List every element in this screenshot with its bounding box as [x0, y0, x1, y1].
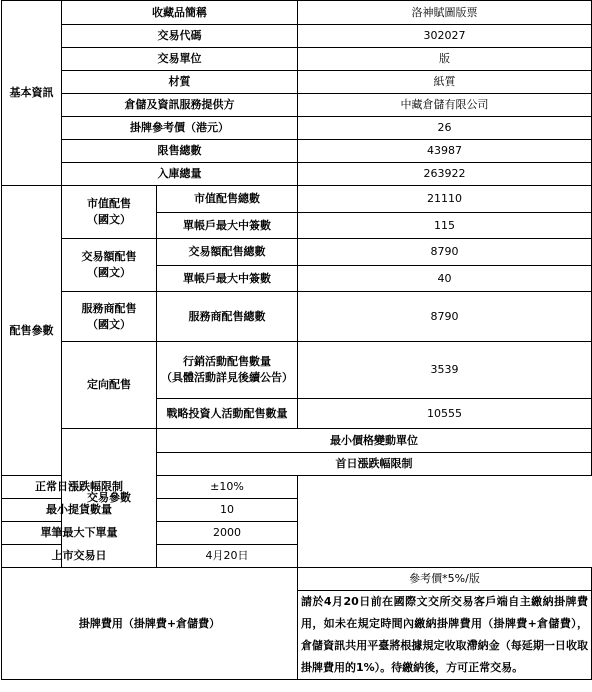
volume-total-label: 交易額配售總數 — [157, 239, 298, 266]
alloc-row-market-total — [2, 186, 592, 213]
listing-fee-label: 掛牌費用（掛牌費+倉儲費） — [2, 568, 298, 680]
restricted-total-label: 限售總數 — [62, 140, 298, 163]
trade-code-value: 302027 — [298, 25, 592, 48]
basic-row-stock — [2, 163, 592, 186]
short-name-value: 洛神賦圖版票 — [298, 1, 592, 25]
max-order-value: 2000 — [157, 522, 298, 545]
volume-max-label: 單帳戶最大中簽數 — [157, 266, 298, 292]
market-total-label: 市值配售總數 — [157, 186, 298, 213]
trade-unit-value: 版 — [298, 48, 592, 71]
trading-section-label: 交易參數 — [62, 429, 157, 568]
basic-row-name — [2, 1, 592, 25]
trade-unit-label: 交易單位 — [62, 48, 298, 71]
market-group-label — [62, 186, 157, 239]
restricted-total-value: 43987 — [298, 140, 592, 163]
allocation-section-label: 配售參數 — [2, 186, 62, 476]
volume-max-value: 40 — [298, 266, 592, 292]
fee-row-rate — [2, 568, 592, 591]
listing-fee-note: 請於4月20日前在國際文交所交易客戶端自主繳納掛牌費用，如未在規定時間內繳納掛牌費用（掛牌費+倉儲費），倉儲資訊共用平臺將根據規定收取滯納金（每延期一日收取掛牌費用的1%）。待繳納後，方可正常交易。 — [298, 591, 592, 680]
trade-row-max-order — [2, 522, 592, 545]
directed-group-label: 定向配售 — [62, 342, 157, 429]
listing-fee-rate: 參考價*5%/版 — [298, 568, 592, 591]
volume-total-value: 8790 — [298, 239, 592, 266]
material-label: 材質 — [62, 71, 298, 94]
provider-label: 倉儲及資訊服務提供方 — [62, 94, 298, 117]
alloc-row-service — [2, 292, 592, 342]
basic-row-price — [2, 117, 592, 140]
basic-row-code — [2, 25, 592, 48]
promo-label — [157, 342, 298, 399]
service-group-title: 服務商配售 — [81, 301, 137, 315]
service-total-value: 8790 — [298, 292, 592, 342]
volume-group-title: 交易額配售 — [81, 250, 137, 263]
trade-code-label: 交易代碼 — [62, 25, 298, 48]
basic-row-material — [2, 71, 592, 94]
volume-group-label — [62, 239, 157, 292]
market-max-value: 115 — [298, 213, 592, 239]
basic-row-unit — [2, 48, 592, 71]
promo-label-line2: （具體活動詳見後續公告） — [161, 371, 293, 384]
reference-price-label: 掛牌參考價（港元） — [62, 117, 298, 140]
stock-total-value: 263922 — [298, 163, 592, 186]
trade-row-listing-day — [2, 545, 592, 568]
trade-row-tick — [2, 429, 592, 453]
provider-value: 中藏倉儲有限公司 — [298, 94, 592, 117]
promo-value: 3539 — [298, 342, 592, 399]
min-delivery-label: 最小提貨數量 — [2, 499, 157, 522]
strategic-value: 10555 — [298, 399, 592, 429]
normal-day-limit-value: ±10% — [157, 476, 298, 499]
max-order-label: 單筆最大下單量 — [2, 522, 157, 545]
min-delivery-value: 10 — [157, 499, 298, 522]
service-group-sub: （國文） — [87, 317, 131, 331]
normal-day-limit-label: 正常日漲跌幅限制 — [2, 476, 157, 499]
trade-row-min-delivery — [2, 499, 592, 522]
short-name-label: 收藏品簡稱 — [62, 1, 298, 25]
service-total-label: 服務商配售總數 — [157, 292, 298, 342]
service-group-label — [62, 292, 157, 342]
listing-day-label: 上市交易日 — [2, 545, 157, 568]
volume-group-sub: （國文） — [87, 266, 131, 279]
material-value: 紙質 — [298, 71, 592, 94]
first-day-limit-label: 首日漲跌幅限制 — [157, 453, 592, 476]
collectible-info-table — [1, 0, 592, 680]
tick-size-label: 最小價格變動單位 — [157, 429, 592, 453]
promo-label-line1: 行銷活動配售數量 — [183, 355, 271, 368]
market-group-sub: （國文） — [87, 213, 131, 226]
stock-total-label: 入庫總量 — [62, 163, 298, 186]
market-total-value: 21110 — [298, 186, 592, 213]
strategic-label: 戰略投資人活動配售數量 — [157, 399, 298, 429]
basic-section-label: 基本資訊 — [2, 1, 62, 186]
reference-price-value: 26 — [298, 117, 592, 140]
basic-row-restricted — [2, 140, 592, 163]
listing-day-value: 4月20日 — [157, 545, 298, 568]
alloc-row-promo — [2, 342, 592, 399]
basic-row-provider — [2, 94, 592, 117]
market-group-title: 市值配售 — [87, 197, 131, 210]
alloc-row-volume-total — [2, 239, 592, 266]
market-max-label: 單帳戶最大中簽數 — [157, 213, 298, 239]
